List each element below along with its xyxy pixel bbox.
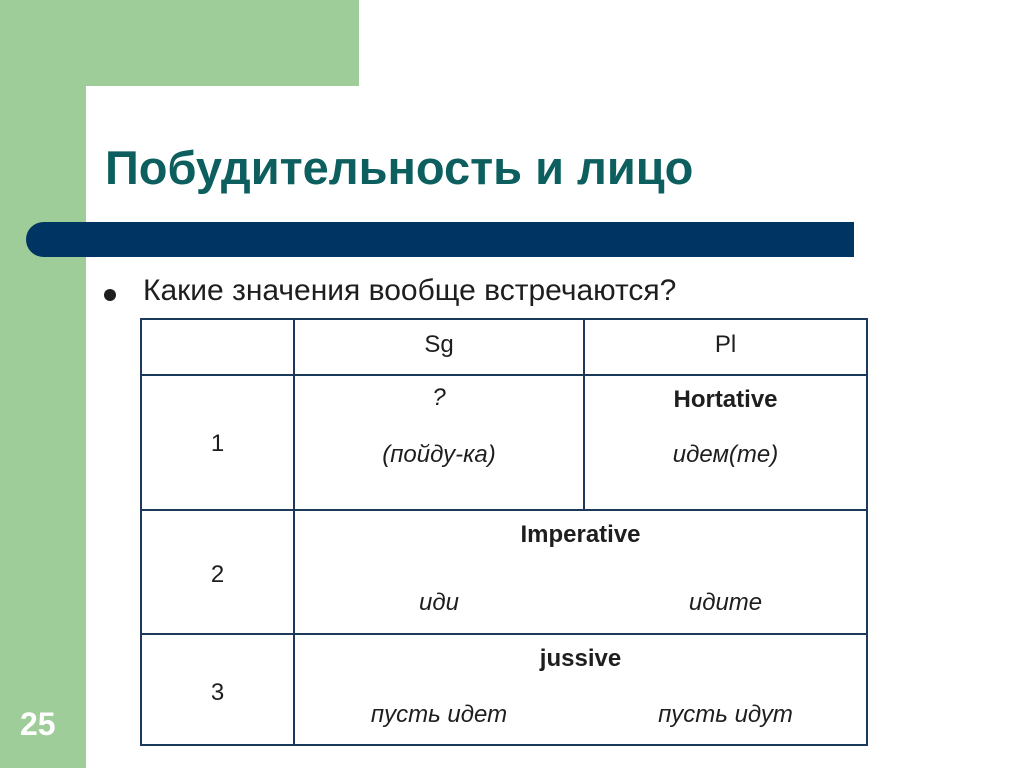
top-green-block bbox=[86, 0, 359, 86]
row-3-label: jussive bbox=[539, 645, 622, 672]
slide-title: Побудительность и лицо bbox=[105, 141, 694, 194]
table-border-bottom bbox=[140, 744, 868, 746]
person-2: 2 bbox=[210, 561, 225, 588]
row-line bbox=[140, 633, 868, 635]
table-border-top bbox=[140, 318, 868, 320]
person-3: 3 bbox=[210, 679, 225, 706]
row-2-label: Imperative bbox=[520, 521, 641, 548]
header-sg: Sg bbox=[424, 331, 454, 358]
left-green-stripe bbox=[0, 0, 86, 768]
pl-2-example: идите bbox=[688, 589, 763, 616]
row-line bbox=[140, 374, 868, 376]
sg-1-example: (пойду-ка) bbox=[382, 441, 496, 468]
header-pl: Pl bbox=[714, 331, 737, 358]
table-border-right bbox=[866, 318, 868, 746]
rounded-corner bbox=[86, 86, 146, 146]
title-underline-bar bbox=[26, 222, 854, 257]
slide-number: 25 bbox=[20, 706, 56, 742]
sg-1-mark: ? bbox=[432, 384, 446, 411]
sg-2-example: иди bbox=[419, 589, 459, 616]
person-1: 1 bbox=[210, 430, 225, 457]
pl-3-example: пусть идут bbox=[658, 701, 793, 728]
bullet-text: Какие значения вообще встречаются? bbox=[143, 274, 677, 307]
row-line bbox=[140, 509, 868, 511]
pl-1-example: идем(те) bbox=[672, 441, 779, 468]
bullet-dot-icon bbox=[104, 289, 116, 301]
sg-3-example: пусть идет bbox=[370, 701, 508, 728]
person-table bbox=[140, 318, 868, 746]
pl-1-label: Hortative bbox=[673, 386, 778, 413]
